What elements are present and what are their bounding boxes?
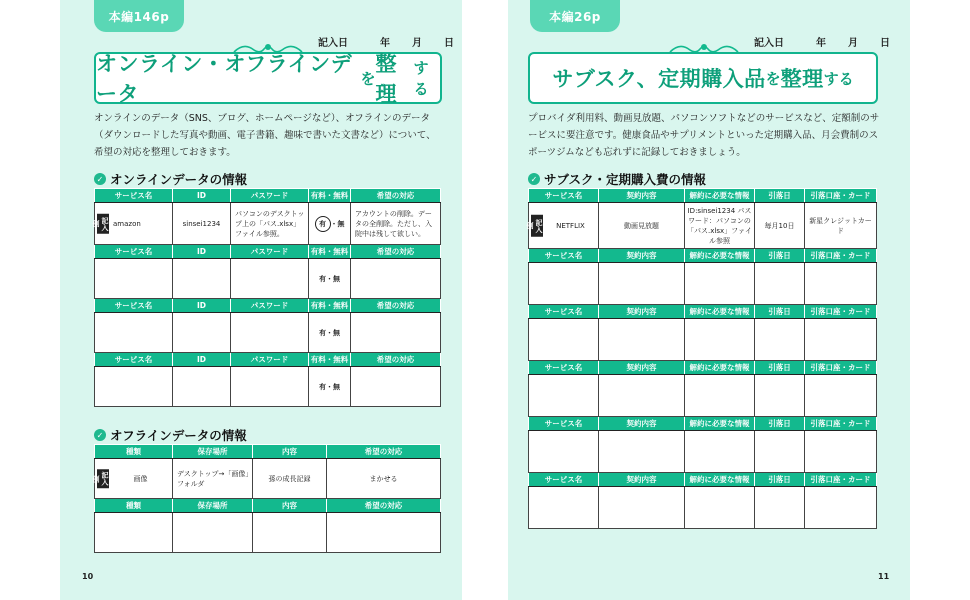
right-page (508, 0, 910, 600)
intro-text: オンラインのデータ（SNS、ブログ、ホームページなど）、オフラインのデータ（ダウンロードした写真や動画、電子書籍、趣味で書いた文書など）について、希望の対応を整理しておきます。 (94, 113, 436, 158)
example-row: 記入例 amazon sinsei1234 パソコンのデスクトップ上の「パス.xlsx」ファイル参照。 有 ・無 アカウントの削除。データの全削除。ただし、入院中は残して欲しい。 (95, 203, 441, 245)
table-row (529, 263, 877, 305)
header-service: サービス名 (95, 189, 173, 203)
date-month: 月 (412, 38, 422, 49)
example-badge: 記入例 (97, 469, 109, 489)
date-day: 日 (444, 38, 454, 49)
left-page (60, 0, 462, 600)
header-date: 引落日 (755, 189, 805, 203)
table-row (529, 375, 877, 417)
header-account: 引落口座・カード (805, 189, 877, 203)
example-badge: 記入例 (97, 213, 109, 234)
subscription-table: サービス名 契約内容 解約に必要な情報 引落日 引落口座・カード 記入例 NETFLIX 動画見放題 ID:sinsei1234 パスワード：パソコンの「パス.xlsx」ファイル参照 毎月10日 新星クレジットカード サービス名 契約内容 解約に必要な情報 引落日 引落口座・カード サービス名 契約内容 解約に必要な情報 引落日 引落口座・カード サービス名 契約内容 解約に必要な情報 引落日 引落口座・カード サービス名 契約内容 解約に必要な情報 引落日 引落口座・カード サービス名 契約内容 解約に必要な情報 引落日 引落口座・カード (528, 188, 877, 529)
date-day: 日 (880, 38, 890, 49)
check-icon: ✓ (94, 429, 106, 441)
header-action: 希望の対応 (351, 189, 441, 203)
intro-text: プロバイダ利用料、動画見放題、パソコンソフトなどのサービスなど、定額制のサービスに要注意です。健康食品やサプリメントといった定期購入品、月会費制のスポーツジムなども忘れずに記録しておきましょう。 (528, 113, 880, 158)
table-row: 有・無 (95, 367, 441, 407)
subscription-section-heading: ✓ サブスク・定期購入費の情報 (528, 170, 706, 188)
table-row: 有・無 (95, 259, 441, 299)
table-row (529, 319, 877, 361)
online-data-table: サービス名 ID パスワード 有料・無料 希望の対応 記入例 amazon sinsei1234 パソコンのデスクトップ上の「パス.xlsx」ファイル参照。 有 ・無 アカウントの削除。データの全削除。ただし、入院中は残して欲しい。 サービス名 ID パスワード 有料・無料 希望の対応 有・無 サービス名 ID パスワード 有料・無料 希望の対応 有・無 サービス名 ID パスワード 有料・無料 希望の対応 有・無 (94, 188, 441, 407)
offline-data-table: 種類 保存場所 内容 希望の対応 記入例 画像 デスクトップ→「画像」フォルダ 孫の成長記録 まかせる 種類 保存場所 内容 希望の対応 (94, 444, 441, 553)
table-row (529, 487, 877, 529)
table-row (529, 431, 877, 473)
date-year: 年 (816, 38, 826, 49)
example-row: 記入例 画像 デスクトップ→「画像」フォルダ 孫の成長記録 まかせる (95, 459, 441, 499)
table-row (95, 513, 441, 553)
online-section-heading: ✓ オンラインデータの情報 (94, 170, 247, 188)
offline-section-heading: ✓ オフラインデータの情報 (94, 426, 247, 444)
table-row: 有・無 (95, 313, 441, 353)
entry-date (754, 34, 890, 49)
header-contract: 契約内容 (599, 189, 685, 203)
date-year: 年 (380, 38, 390, 49)
header-id: ID (173, 189, 231, 203)
page-title: サブスク、定期購入品 を 整理 する (528, 52, 878, 104)
check-icon: ✓ (528, 173, 540, 185)
header-paid: 有料・無料 (309, 189, 351, 203)
entry-date (318, 34, 454, 49)
date-label: 記入日 (318, 38, 348, 49)
date-month: 月 (848, 38, 858, 49)
check-icon: ✓ (94, 173, 106, 185)
date-label: 記入日 (754, 38, 784, 49)
example-badge: 記入例 (531, 214, 543, 237)
header-service: サービス名 (529, 189, 599, 203)
header-cancel-info: 解約に必要な情報 (685, 189, 755, 203)
page-number: 11 (878, 572, 890, 581)
page-number: 10 (82, 572, 94, 581)
page-title: オンライン・オフラインデータ を 整理 する (94, 52, 442, 104)
reference-tab: 本編26p (530, 0, 620, 32)
header-password: パスワード (231, 189, 309, 203)
example-row: 記入例 NETFLIX 動画見放題 ID:sinsei1234 パスワード：パソコンの「パス.xlsx」ファイル参照 毎月10日 新星クレジットカード (529, 203, 877, 249)
reference-tab: 本編146p (94, 0, 184, 32)
